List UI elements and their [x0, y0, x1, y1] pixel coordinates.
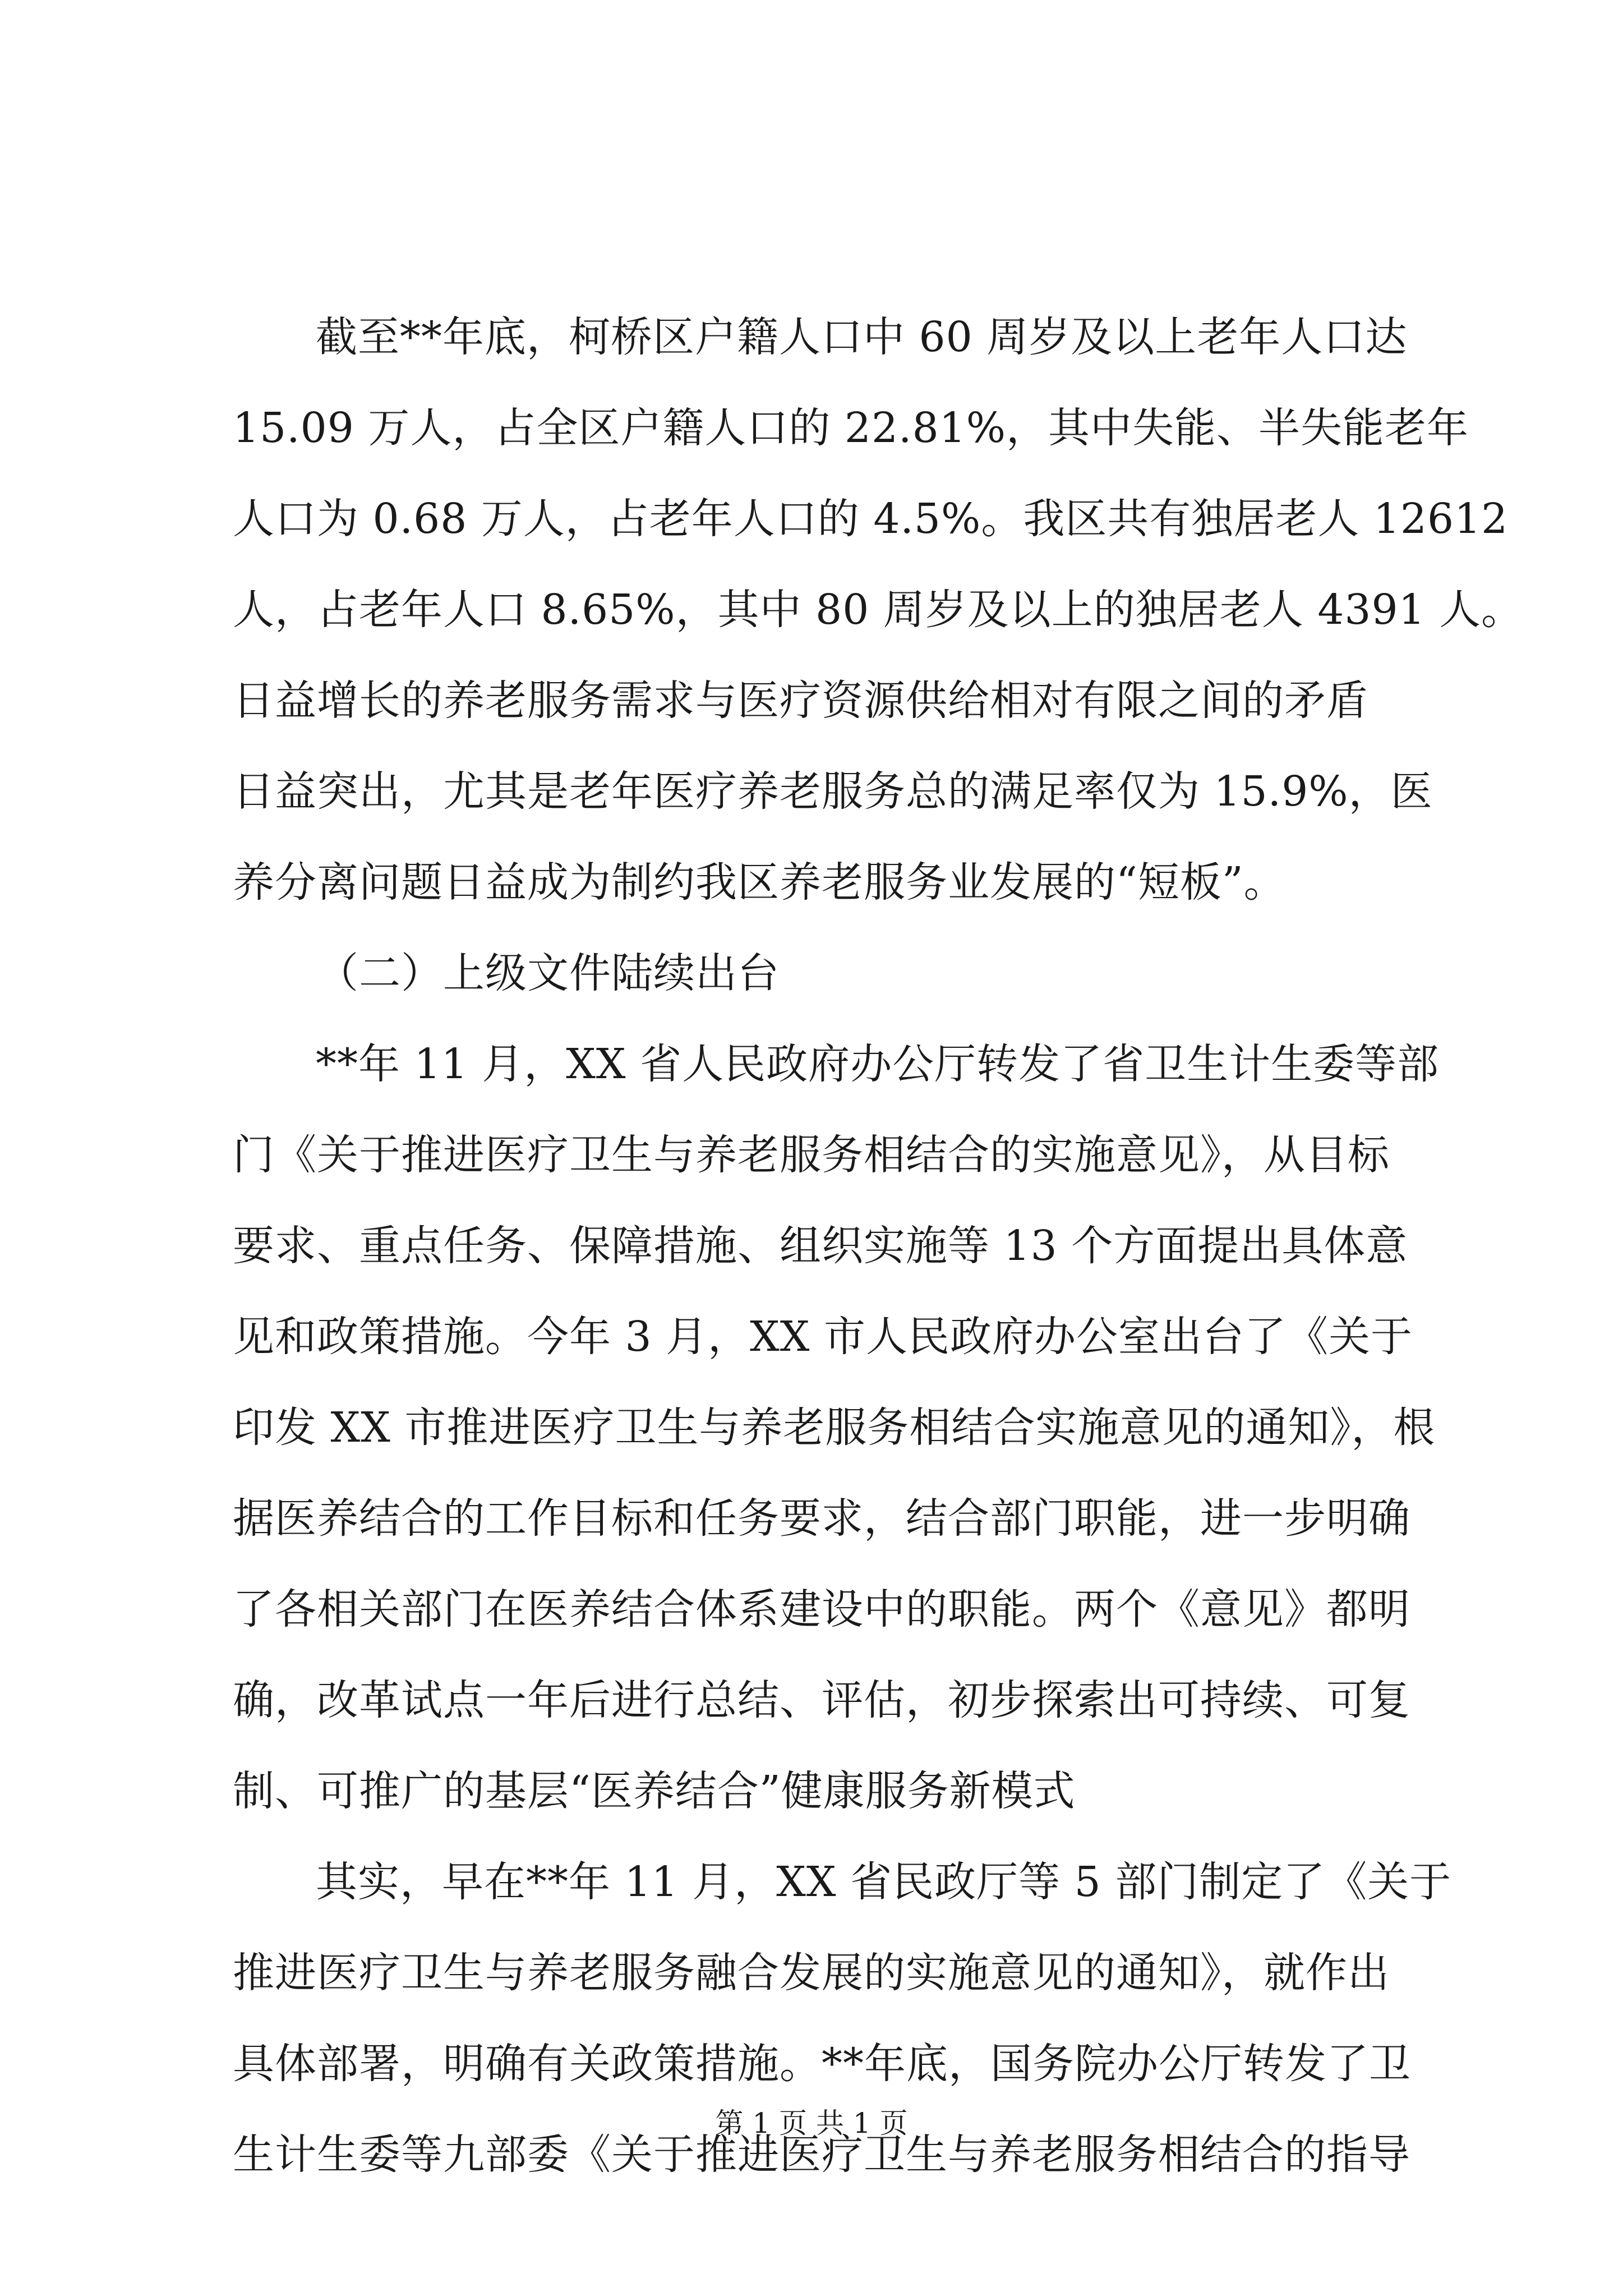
- paragraph-1-line-6: 日益突出，尤其是老年医疗养老服务总的满足率仅为 15.9%，医: [233, 767, 1433, 816]
- paragraph-2-line-8: 确，改革试点一年后进行总结、评估，初步探索出可持续、可复: [233, 1676, 1410, 1724]
- paragraph-3-line-4: 生计生委等九部委《关于推进医疗卫生与养老服务相结合的指导: [233, 2131, 1410, 2179]
- paragraph-1-line-3: 人口为 0.68 万人，占老年人口的 4.5%。我区共有独居老人 12612: [233, 495, 1509, 543]
- paragraph-2-line-1: **年 11 月，XX 省人民政府办公厅转发了省卫生计生委等部: [316, 1040, 1440, 1088]
- paragraph-1-line-4: 人，占老年人口 8.65%，其中 80 周岁及以上的独居老人 4391 人。: [233, 586, 1524, 634]
- paragraph-1-line-7: 养分离问题日益成为制约我区养老服务业发展的“短板”。: [233, 858, 1286, 907]
- paragraph-2-line-5: 印发 XX 市推进医疗卫生与养老服务相结合实施意见的通知》，根: [233, 1404, 1436, 1452]
- page-footer: 第 1 页 共 1 页: [715, 2107, 908, 2139]
- paragraph-3-line-3: 具体部署，明确有关政策措施。**年底，国务院办公厅转发了卫: [233, 2040, 1411, 2088]
- paragraph-1-line-5: 日益增长的养老服务需求与医疗资源供给相对有限之间的矛盾: [233, 677, 1368, 725]
- paragraph-2-line-4: 见和政策措施。今年 3 月，XX 市人民政府办公室出台了《关于: [233, 1313, 1413, 1361]
- paragraph-3-line-2: 推进医疗卫生与养老服务融合发展的实施意见的通知》，就作出: [233, 1949, 1390, 1997]
- paragraph-1-line-1: 截至**年底，柯桥区户籍人口中 60 周岁及以上老年人口达: [316, 313, 1408, 361]
- paragraph-1-line-2: 15.09 万人，占全区户籍人口的 22.81%，其中失能、半失能老年: [233, 404, 1469, 452]
- paragraph-2-line-9: 制、可推广的基层“医养结合”健康服务新模式: [233, 1767, 1076, 1815]
- paragraph-2-line-7: 了各相关部门在医养结合体系建设中的职能。两个《意见》都明: [233, 1585, 1410, 1634]
- paragraph-2-line-3: 要求、重点任务、保障措施、组织实施等 13 个方面提出具体意: [233, 1222, 1408, 1270]
- section-heading: （二）上级文件陆续出台: [317, 949, 780, 997]
- paragraph-3-line-1: 其实，早在**年 11 月，XX 省民政厅等 5 部门制定了《关于: [316, 1858, 1452, 1906]
- paragraph-2-line-2: 门《关于推进医疗卫生与养老服务相结合的实施意见》，从目标: [233, 1131, 1390, 1179]
- paragraph-2-line-6: 据医养结合的工作目标和任务要求，结合部门职能，进一步明确: [233, 1494, 1410, 1543]
- body-text: [233, 292, 1524, 2200]
